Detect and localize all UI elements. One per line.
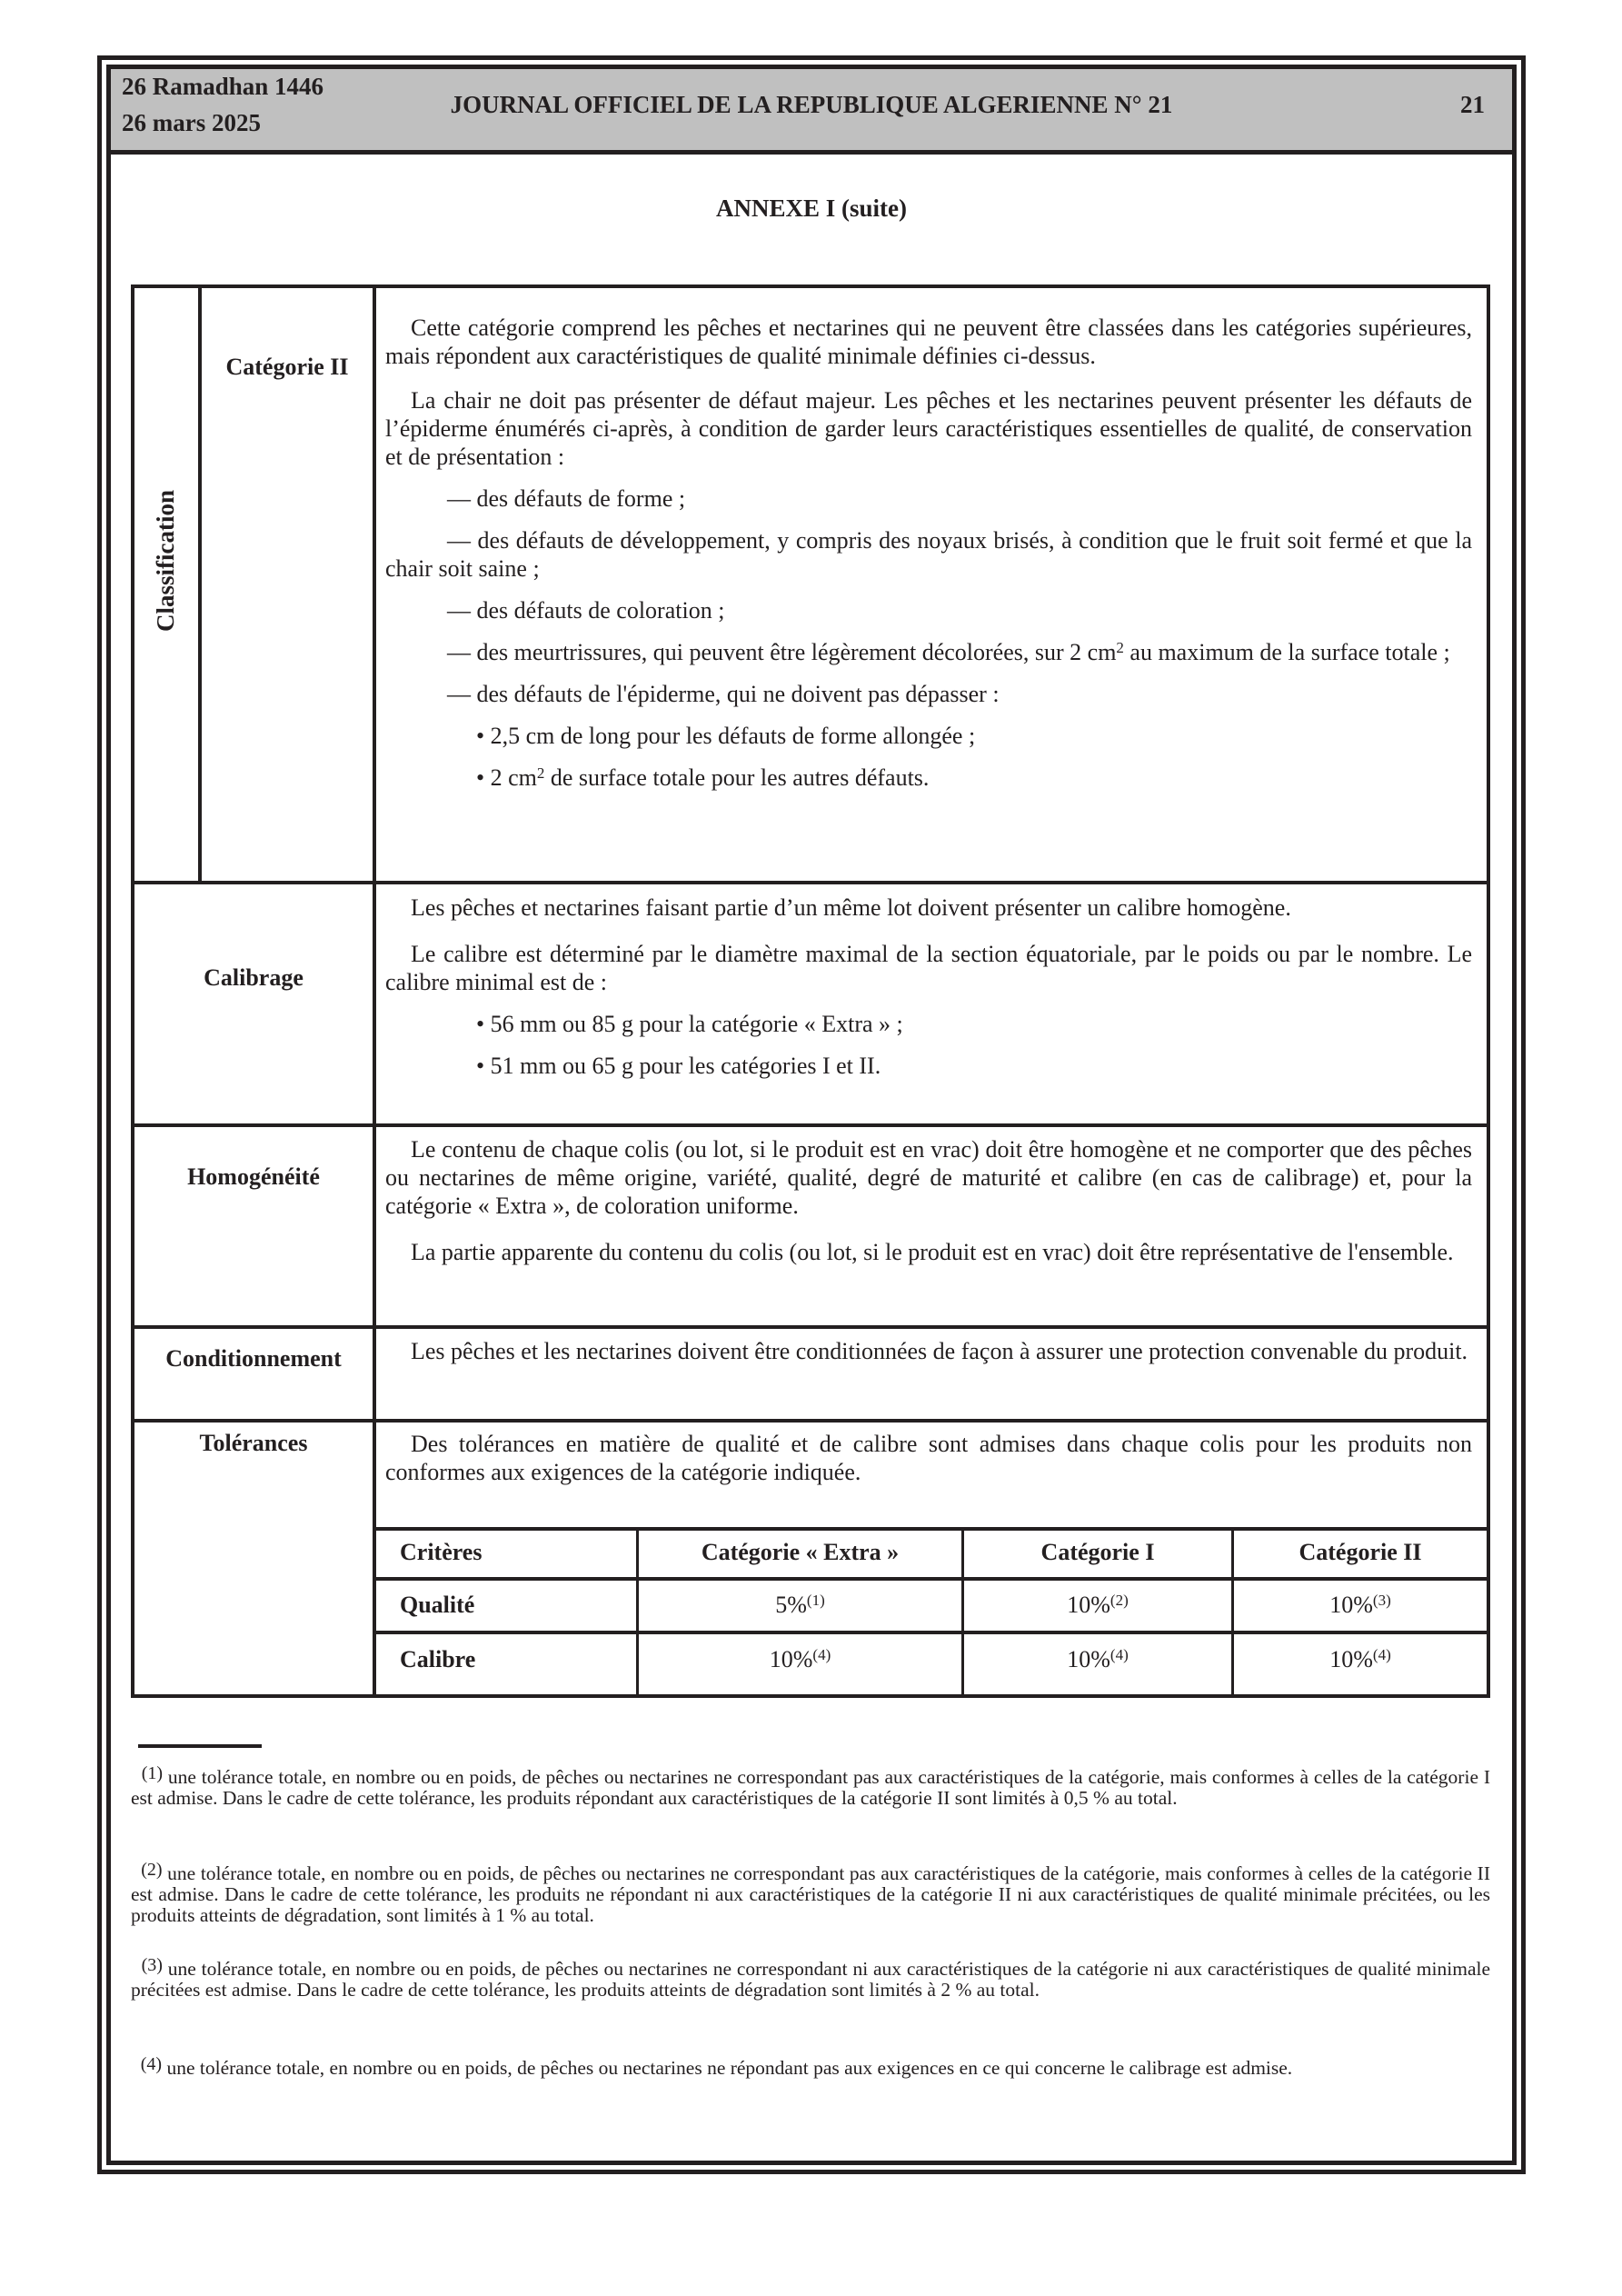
tolerances-label: Tolérances [199,1430,308,1456]
subtable-cell [964,1592,1231,1619]
footnote-2 [131,1860,1490,1926]
footnote-text: une tolérance totale, en nombre ou en poids, de pêches ou nectarines ne correspondant ni aux caractéristiques de la catégorie ni aux caractéristiques de qualité minimale précitées est admise. Dans le cadre de cette tolérance, les produits atteints de dégradation sont limités à 2 % au total. [131,1958,1490,2001]
subtable-header-criteres: Critères [400,1539,483,1565]
footnote-number: (1) [141,1763,164,1783]
dash-item-bruises [385,638,1472,666]
footnote-1 [131,1763,1490,1809]
footnote-ref: (2) [1110,1592,1129,1609]
subtable-row-divider [373,1631,1487,1634]
paragraph: Cette catégorie comprend les pêches et nectarines qui ne peuvent être classées dans les catégories supérieures, mais répondent aux caractéristiques de qualité minimale définies ci-dessus. [385,314,1472,369]
paragraph: Le contenu de chaque colis (ou lot, si le produit est en vrac) doit être homogène et ne comporter que des pêches ou nectarines de même origine, variété, qualité, degré de maturité et calibre (en cas de calibrage) et, pour la catégorie « Extra », de coloration uniforme. [385,1136,1472,1219]
row-divider [134,881,1487,884]
bullet-tail: de surface totale pour les autres défauts. [544,764,930,791]
subtable-cell [964,1646,1231,1673]
cell-value: 10% [1329,1646,1373,1672]
dash-item: — des défauts de développement, y compris des noyaux brisés, à condition que le fruit soit fermé et que la chair soit saine ; [385,527,1472,582]
page-number: 21 [1460,91,1485,118]
footnote-separator [138,1744,262,1748]
cell-value: 10% [1329,1592,1373,1618]
paragraph: Les pêches et nectarines faisant partie d’un même lot doivent présenter un calibre homogène. [411,894,1291,921]
bruise-text: — des meurtrissures, qui peuvent être légèrement décolorées, sur 2 cm [447,639,1117,665]
row-divider [134,1123,1487,1127]
footnote-4 [131,2054,1490,2079]
paragraph: La chair ne doit pas présenter de défaut majeur. Les pêches et les nectarines peuvent présenter les défauts de l’épiderme énumérés ci-après, à condition de garder leurs caractéristiques essentielles de qualité, de conservation et de présentation : [385,387,1472,470]
subtable-header-extra: Catégorie « Extra » [701,1539,900,1565]
subtable-top-border [373,1527,1487,1531]
classification-label: Classification [152,489,179,632]
footnote-ref: (3) [1372,1592,1391,1609]
footnote-3 [131,1955,1490,2001]
bruise-tail: au maximum de la surface totale ; [1123,639,1450,665]
row-divider [134,1419,1487,1423]
cell-value: 10% [1067,1592,1110,1618]
gregorian-date: 26 mars 2025 [122,109,261,136]
footnote-number: (2) [141,1860,163,1880]
paragraph: Des tolérances en matière de qualité et de calibre sont admises dans chaque colis pour les produits non conformes aux exigences de la catégorie indiquée. [385,1431,1472,1485]
footnote-ref: (4) [1110,1646,1129,1663]
conditionnement-content [385,1337,1472,1365]
footnote-text: une tolérance totale, en nombre ou en poids, de pêches ou nectarines ne répondant pas aux exigences en ce qui concerne le calibrage est admise. [162,2057,1293,2079]
journal-header [111,69,1512,155]
annex-title: ANNEXE I (suite) [715,195,907,222]
homogeneite-label: Homogénéité [187,1163,320,1190]
subtable-header-cat2: Catégorie II [1299,1539,1422,1565]
footnote-number: (3) [141,1955,163,1975]
homogeneite-content [385,1135,1472,1266]
dash-item: — des défauts de l'épiderme, qui ne doivent pas dépasser : [447,681,1000,707]
footnote-ref: (1) [806,1592,825,1609]
bullet-item: • 51 mm ou 65 g pour les catégories I et II. [476,1053,881,1079]
subtable-cell [1234,1592,1487,1619]
subtable-cell [639,1646,961,1673]
bullet-item: • 2,5 cm de long pour les défauts de forme allongée ; [476,723,976,749]
subtable-row-label-qualite: Qualité [400,1592,475,1618]
footnote-ref: (4) [812,1646,831,1663]
subtable-row-divider [373,1577,1487,1581]
col-divider-label [373,288,376,1694]
subtable-cell [639,1592,961,1619]
subtable-row-label-calibre: Calibre [400,1646,476,1672]
paragraph: La partie apparente du contenu du colis (ou lot, si le produit est en vrac) doit être représentative de l'ensemble. [411,1239,1454,1265]
superscript: 2 [536,764,545,782]
categorie-2-label: Catégorie II [225,354,349,380]
tolerances-content [385,1430,1472,1486]
footnote-ref: (4) [1372,1646,1391,1663]
superscript: 2 [1116,639,1124,656]
footnote-text: une tolérance totale, en nombre ou en poids, de pêches ou nectarines ne correspondant pas aux caractéristiques de la catégorie, mais conformes à celles de la catégorie I est admise. Dans le cadre de cette tolérance, les produits répondant aux caractéristiques de la catégorie II sont limités à 0,5 % au total. [131,1766,1490,1809]
dash-item: — des défauts de forme ; [447,485,686,512]
subtable-header-cat1: Catégorie I [1040,1539,1155,1565]
paragraph: Les pêches et les nectarines doivent être conditionnées de façon à assurer une protection convenable du produit. [411,1338,1468,1364]
subtable-cell [1234,1646,1487,1673]
bullet-item: • 56 mm ou 85 g pour la catégorie « Extra » ; [476,1011,903,1037]
footnote-number: (4) [140,2054,163,2074]
cell-value: 10% [1067,1646,1110,1672]
journal-title: JOURNAL OFFICIEL DE LA REPUBLIQUE ALGERIENNE N° 21 [450,91,1173,118]
categorie-2-content [385,314,1472,792]
cell-value: 5% [775,1592,807,1618]
paragraph: Le calibre est déterminé par le diamètre maximal de la section équatoriale, par le poids ou par le nombre. Le calibre minimal est de : [385,941,1472,995]
hijri-date: 26 Ramadhan 1446 [122,73,324,100]
footnote-text: une tolérance totale, en nombre ou en poids, de pêches ou nectarines ne correspondant pas aux caractéristiques de la catégorie, mais conformes à celles de la catégorie II est admise. Dans le cadre de cette tolérance, les produits ne répondant ni aux caractéristiques de la catégorie II ni aux caractéristiques de qualité minimale précitées, ou les produits atteints de dégradation, sont limités à 1 % au total. [131,1862,1490,1926]
cell-value: 10% [769,1646,813,1672]
bullet-item [385,764,1472,792]
row-divider [134,1325,1487,1329]
specification-table [131,285,1490,1698]
conditionnement-label: Conditionnement [165,1345,342,1372]
bullet-text: • 2 cm [476,764,537,791]
calibrage-content [385,893,1472,1080]
dash-item: — des défauts de coloration ; [447,597,725,624]
calibrage-label: Calibrage [204,964,304,991]
